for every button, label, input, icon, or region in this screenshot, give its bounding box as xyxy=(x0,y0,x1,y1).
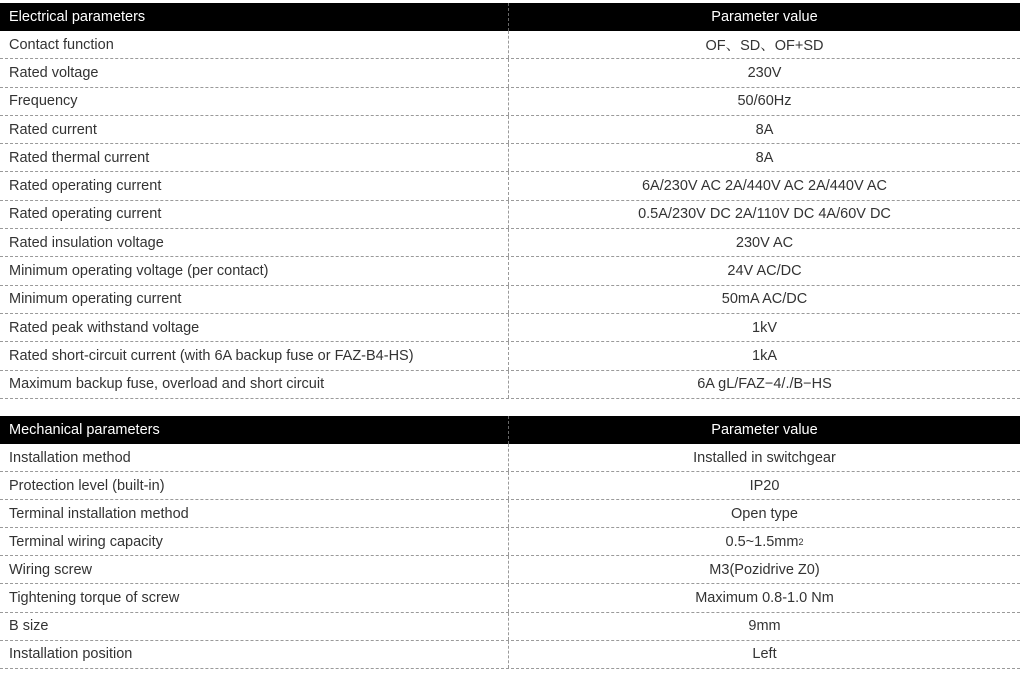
parameter-value xyxy=(509,472,1020,499)
parameter-value-text: 1kA xyxy=(752,347,777,364)
table-row xyxy=(0,371,1020,399)
table-row xyxy=(0,556,1020,584)
parameter-name: Minimum operating voltage (per contact) xyxy=(0,257,509,284)
parameter-name: Rated voltage xyxy=(0,59,509,86)
parameter-value xyxy=(509,59,1020,86)
parameter-name: Rated current xyxy=(0,116,509,143)
table-row xyxy=(0,59,1020,87)
parameter-value xyxy=(509,31,1020,58)
parameter-value-text: 8A xyxy=(755,121,774,138)
parameter-value-text: M3(Pozidrive Z0) xyxy=(709,561,820,578)
parameter-value-text: Left xyxy=(752,646,777,663)
table-row xyxy=(0,144,1020,172)
parameter-value xyxy=(509,641,1020,668)
parameter-name: Frequency xyxy=(0,88,509,115)
parameter-value xyxy=(509,116,1020,143)
table-row xyxy=(0,229,1020,257)
table-row xyxy=(0,286,1020,314)
table-row xyxy=(0,31,1020,59)
table-row xyxy=(0,641,1020,669)
table-row xyxy=(0,342,1020,370)
parameter-value xyxy=(509,556,1020,583)
table-row xyxy=(0,584,1020,612)
electrical-parameters-table xyxy=(0,3,1020,399)
parameter-name: Terminal wiring capacity xyxy=(0,528,509,555)
parameter-value xyxy=(509,371,1020,398)
parameter-value xyxy=(509,144,1020,171)
parameter-value-text: 6A gL/FAZ−4/./B−HS xyxy=(697,376,832,393)
parameter-name: Tightening torque of screw xyxy=(0,584,509,611)
table-row xyxy=(0,172,1020,200)
parameter-value-text: Installed in switchgear xyxy=(693,449,836,466)
parameter-value-text: 50mA AC/DC xyxy=(721,291,808,308)
parameter-name: Rated short-circuit current (with 6A backup fuse or FAZ-B4-HS) xyxy=(0,342,509,369)
parameter-name: Installation position xyxy=(0,641,509,668)
parameter-value-text: 230V AC xyxy=(735,234,794,251)
header-value: Parameter value xyxy=(711,9,818,25)
parameter-value-text: 1kV xyxy=(752,319,777,336)
parameter-name: Minimum operating current xyxy=(0,286,509,313)
parameter-name: Contact function xyxy=(0,31,509,58)
parameter-name: Protection level (built-in) xyxy=(0,472,509,499)
parameter-value xyxy=(509,528,1020,555)
parameter-value xyxy=(509,88,1020,115)
parameter-value-text: 6A/230V AC 2A/440V AC 2A/440V AC xyxy=(641,178,888,195)
header-name: Electrical parameters xyxy=(0,3,509,31)
parameter-name: Wiring screw xyxy=(0,556,509,583)
parameter-value xyxy=(509,257,1020,284)
parameter-value-text: 230V xyxy=(747,64,782,81)
table-row xyxy=(0,444,1020,472)
parameter-value-text: IP20 xyxy=(749,477,780,494)
parameter-name: Installation method xyxy=(0,444,509,471)
table-header xyxy=(0,416,1020,444)
parameter-value-text: 9mm xyxy=(748,618,781,635)
parameter-name: Rated operating current xyxy=(0,201,509,228)
parameter-value-text: Open type xyxy=(731,505,798,522)
parameter-value xyxy=(509,500,1020,527)
parameter-value xyxy=(509,584,1020,611)
parameter-name: Maximum backup fuse, overload and short circuit xyxy=(0,371,509,398)
parameter-value-text: 0.5~1.5mm xyxy=(725,533,799,550)
parameter-value xyxy=(509,229,1020,256)
table-row xyxy=(0,201,1020,229)
parameter-name: B size xyxy=(0,613,509,640)
parameter-name: Rated insulation voltage xyxy=(0,229,509,256)
parameter-name: Rated peak withstand voltage xyxy=(0,314,509,341)
table-row xyxy=(0,528,1020,556)
parameter-value xyxy=(509,613,1020,640)
header-value: Parameter value xyxy=(711,422,818,438)
parameter-value xyxy=(509,172,1020,199)
table-header xyxy=(0,3,1020,31)
parameter-value-text: Maximum 0.8-1.0 Nm xyxy=(695,590,834,607)
table-row xyxy=(0,257,1020,285)
parameter-value-text: OF、SD、OF+SD xyxy=(705,38,824,55)
parameter-name: Rated operating current xyxy=(0,172,509,199)
parameter-value xyxy=(509,201,1020,228)
parameter-value-text: 8A xyxy=(755,149,774,166)
parameter-value xyxy=(509,342,1020,369)
parameter-value xyxy=(509,286,1020,313)
table-row xyxy=(0,88,1020,116)
table-row xyxy=(0,314,1020,342)
parameter-value xyxy=(509,314,1020,341)
parameter-value-text: 50/60Hz xyxy=(737,93,792,110)
parameter-value-text: 24V AC/DC xyxy=(727,263,802,280)
table-row xyxy=(0,472,1020,500)
table-row xyxy=(0,500,1020,528)
parameter-name: Rated thermal current xyxy=(0,144,509,171)
table-row xyxy=(0,613,1020,641)
parameter-value xyxy=(509,444,1020,471)
parameter-name: Terminal installation method xyxy=(0,500,509,527)
superscript: 2 xyxy=(798,536,804,547)
mechanical-parameters-table xyxy=(0,416,1020,669)
table-row xyxy=(0,116,1020,144)
parameter-value-text: 0.5A/230V DC 2A/110V DC 4A/60V DC xyxy=(638,206,891,223)
header-name: Mechanical parameters xyxy=(0,416,509,444)
